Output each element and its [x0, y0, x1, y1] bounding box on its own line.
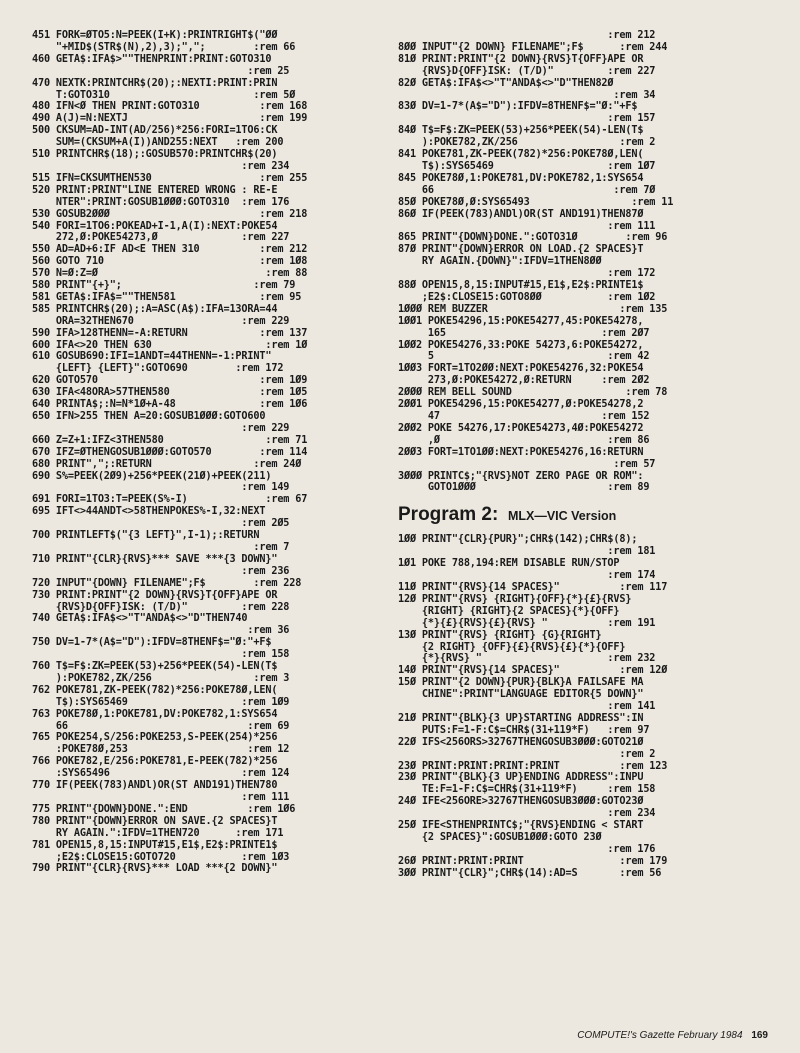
- code-statement: [32, 685, 392, 709]
- code-line: 66 :rem 69: [32, 720, 290, 732]
- code-statement: [398, 232, 758, 244]
- code-statement: [32, 863, 392, 875]
- code-line: :rem 158: [32, 649, 290, 661]
- code-statement: [32, 185, 392, 209]
- code-line: 520 PRINT:PRINT"LINE ENTERED WRONG : RE-E: [32, 184, 278, 196]
- code-line: 670 IFZ=ØTHENGOSUB1ØØØ:GOTO570 :rem 114: [32, 446, 308, 458]
- code-statement: [32, 471, 392, 495]
- code-line: 2ØØØ REM BELL SOUND :rem 78: [398, 387, 668, 399]
- code-statement: [32, 328, 392, 340]
- code-line: 1ØØ1 POKE54296,15:POKE54277,45:POKE54278,: [398, 315, 644, 327]
- code-line: 13Ø PRINT"{RVS} {RIGHT} {G}{RIGHT}: [398, 629, 602, 641]
- code-statement: [32, 780, 392, 804]
- code-statement: [398, 340, 758, 364]
- code-statement: [398, 630, 758, 666]
- code-line: :rem 234: [398, 808, 656, 820]
- code-line: GOTO1ØØØ :rem 89: [398, 482, 650, 494]
- code-line: 12Ø PRINT"{RVS} {RIGHT}{OFF}{*}{£}{RVS}: [398, 593, 632, 605]
- footer-issue: February 1984: [677, 1030, 743, 1041]
- code-line: 3ØØØ PRINTC$;"{RVS}NOT ZERO PAGE OR ROM":: [398, 470, 644, 482]
- code-line: :rem 36: [32, 625, 290, 637]
- code-statement: [398, 737, 758, 761]
- code-line: 750 DV=1-7*(A$="D"):IFDV=8THENF$="Ø:"+F$: [32, 637, 272, 649]
- code-line: 500 CKSUM=AD-INT(AD/256)*256:FORI=1TO6:CK: [32, 125, 278, 137]
- code-line: T$):SYS65469 :rem 1Ø9: [32, 696, 290, 708]
- code-line: {2 RIGHT} {OFF}{£}{RVS}{£}{*}{OFF}: [398, 641, 626, 653]
- program2-subtitle: MLX—VIC Version: [507, 509, 617, 524]
- code-line: {RVS}D{OFF}ISK: (T/D)" :rem 228: [32, 601, 290, 613]
- code-line: {LEFT} {LEFT}":GOTO690 :rem 172: [32, 363, 284, 375]
- code-statement: [398, 447, 758, 471]
- code-line: 680 PRINT",";:RETURN :rem 24Ø: [32, 458, 302, 470]
- code-line: 720 INPUT"{DOWN} FILENAME";F$ :rem 228: [32, 577, 302, 589]
- code-line: 1ØØ PRINT"{CLR}{PUR}";CHR$(142);CHR$(8);: [398, 534, 638, 546]
- code-line: :rem 57: [398, 458, 656, 470]
- program2-title: Program 2:: [398, 504, 499, 526]
- code-statement: [398, 677, 758, 713]
- code-line: 85Ø POKE78Ø,Ø:SYS65493 :rem 11: [398, 196, 674, 208]
- code-line: PUTS:F=1-F:C$=CHR$(31+119*F) :rem 97: [398, 724, 650, 736]
- code-line: 695 IFT<>44ANDT<>58THENPOKES%-I,32:NEXT: [32, 506, 266, 518]
- code-line: 25Ø IFE<STHENPRINTC$;"{RVS}ENDING < START: [398, 820, 644, 832]
- code-line: :SYS65496 :rem 124: [32, 768, 290, 780]
- code-line: T$):SYS65469 :rem 1Ø7: [398, 160, 656, 172]
- code-statement: [398, 125, 758, 149]
- code-line: 775 PRINT"{DOWN}DONE.":END :rem 1Ø6: [32, 803, 296, 815]
- code-line: 740 GETA$:IFA$<>"T"ANDA$<>"D"THEN740: [32, 613, 248, 625]
- code-line: :rem 172: [398, 268, 656, 280]
- code-line: 66 :rem 7Ø: [398, 184, 656, 196]
- code-statement: [398, 304, 758, 316]
- code-statement: [398, 244, 758, 280]
- code-line: :rem 236: [32, 565, 290, 577]
- code-line: :rem 229: [32, 422, 290, 434]
- code-line: 165 :rem 2Ø7: [398, 327, 650, 339]
- code-statement: [32, 494, 392, 506]
- code-statement: [398, 54, 758, 78]
- code-line: 710 PRINT"{CLR}{RVS}*** SAVE ***{3 DOWN}": [32, 553, 278, 565]
- code-statement: [32, 459, 392, 471]
- code-line: 22Ø IFS<256ORS>32767THENGOSUB3ØØØ:GOTO21Ø: [398, 736, 644, 748]
- code-statement: [32, 756, 392, 780]
- code-statement: [398, 856, 758, 868]
- code-line: 763 POKE78Ø,1:POKE781,DV:POKE782,1:SYS654: [32, 708, 278, 720]
- code-statement: [32, 113, 392, 125]
- code-line: RY AGAIN.{DOWN}":IFDV=1THEN8ØØ: [398, 256, 602, 268]
- code-line: {RIGHT} {RIGHT}{2 SPACES}{*}{OFF}: [398, 605, 620, 617]
- code-line: 781 OPEN15,8,15:INPUT#15,E1$,E2$:PRINTE1$: [32, 839, 278, 851]
- code-line: 82Ø GETA$:IFA$<>"T"ANDA$<>"D"THEN82Ø: [398, 77, 614, 89]
- code-line: 5 :rem 42: [398, 351, 650, 363]
- code-statement: [398, 197, 758, 209]
- code-line: :rem 2Ø5: [32, 518, 290, 530]
- code-statement: [32, 661, 392, 685]
- code-line: 515 IFN=CKSUMTHEN530 :rem 255: [32, 172, 308, 184]
- code-statement: [398, 173, 758, 197]
- code-statement: [32, 387, 392, 399]
- code-line: 660 Z=Z+1:IFZ<3THEN580 :rem 71: [32, 434, 308, 446]
- code-line: 691 FORI=1TO3:T=PEEK(S%-I) :rem 67: [32, 494, 308, 506]
- code-line: 88Ø OPEN15,8,15:INPUT#15,E1$,E2$:PRINTE1$: [398, 280, 644, 292]
- code-line: 470 NEXTK:PRINTCHR$(20);:NEXTI:PRINT:PRIN: [32, 77, 278, 89]
- code-statement: [32, 816, 392, 840]
- code-statement: [398, 316, 758, 340]
- footer-magazine: COMPUTE!'s Gazette: [577, 1030, 675, 1041]
- code-line: 570 N=Ø:Z=Ø :rem 88: [32, 268, 308, 280]
- code-line: 560 GOTO 710 :rem 1Ø8: [32, 256, 308, 268]
- code-statement: [398, 820, 758, 856]
- code-line: 23Ø PRINT"{BLK}{3 UP}ENDING ADDRESS":INPU: [398, 772, 644, 784]
- code-line: 590 IFA>128THENN=-A:RETURN :rem 137: [32, 327, 308, 339]
- code-line: {*}{RVS} " :rem 232: [398, 653, 656, 665]
- code-statement: [32, 613, 392, 637]
- code-line: 273,Ø:POKE54272,Ø:RETURN :rem 2Ø2: [398, 375, 650, 387]
- code-statement: [32, 375, 392, 387]
- code-line: 84Ø T$=F$:ZK=PEEK(53)+256*PEEK(54)-LEN(T$: [398, 125, 644, 137]
- code-line: :rem 181: [398, 546, 656, 558]
- code-line: 762 POKE781,ZK-PEEK(782)*256:POKE78Ø,LEN(: [32, 684, 278, 696]
- code-line: 8ØØ INPUT"{2 DOWN} FILENAME";F$ :rem 244: [398, 41, 668, 53]
- code-statement: [398, 280, 758, 304]
- code-line: 14Ø PRINT"{RVS}{14 SPACES}" :rem 12Ø: [398, 665, 668, 677]
- code-statement: [32, 840, 392, 864]
- code-statement: [32, 30, 392, 54]
- code-line: 760 T$=F$:ZK=PEEK(53)+256*PEEK(54)-LEN(T$: [32, 661, 278, 673]
- code-statement: [32, 304, 392, 328]
- code-line: CHINE":PRINT"LANGUAGE EDITOR{5 DOWN}": [398, 689, 644, 701]
- code-statement: [398, 423, 758, 447]
- code-statement: [398, 209, 758, 233]
- code-line: 770 IF(PEEK(783)ANDl)OR(ST AND191)THEN780: [32, 780, 278, 792]
- code-line: 690 S%=PEEK(2Ø9)+256*PEEK(21Ø)+PEEK(211): [32, 470, 272, 482]
- code-statement: [32, 732, 392, 756]
- code-statement: [32, 173, 392, 185]
- code-statement: [398, 665, 758, 677]
- code-line: 841 POKE781,ZK-PEEK(782)*256:POKE78Ø,LEN(: [398, 149, 644, 161]
- code-statement: [32, 530, 392, 554]
- code-statement: [398, 399, 758, 423]
- code-statement: [32, 709, 392, 733]
- code-line: {RVS}D{OFF}ISK: (T/D)" :rem 227: [398, 65, 656, 77]
- code-statement: [32, 221, 392, 245]
- code-line: 2ØØ1 POKE54296,15:POKE54277,Ø:POKE54278,2: [398, 399, 644, 411]
- code-line: 510 PRINTCHR$(18);:GOSUB570:PRINTCHR$(20): [32, 149, 278, 161]
- code-statement: [32, 244, 392, 256]
- code-line: 550 AD=AD+6:IF AD<E THEN 310 :rem 212: [32, 244, 308, 256]
- code-statement: [398, 149, 758, 173]
- code-line: 700 PRINTLEFT$("{3 LEFT}",I-1);:RETURN: [32, 530, 260, 542]
- code-line: 451 FORK=ØTO5:N=PEEK(I+K):PRINTRIGHT$("ØØ: [32, 30, 278, 41]
- code-line: 460 GETA$:IFA$>""THENPRINT:PRINT:GOTO310: [32, 53, 272, 65]
- code-line: :rem 212: [398, 30, 656, 41]
- code-statement: [398, 796, 758, 820]
- code-line: 11Ø PRINT"{RVS}{14 SPACES}" :rem 117: [398, 581, 668, 593]
- program1-continuation: [398, 30, 758, 494]
- code-statement: [398, 534, 758, 558]
- left-code-column: [32, 30, 392, 875]
- code-line: :rem 7: [32, 541, 290, 553]
- code-statement: [32, 101, 392, 113]
- code-line: 15Ø PRINT"{2 DOWN}{PUR}{BLK}A FAILSAFE MA: [398, 677, 644, 689]
- code-statement: [32, 399, 392, 411]
- code-line: 3ØØ PRINT"{CLR}";CHR$(14):AD=S :rem 56: [398, 867, 662, 879]
- code-line: "+MID$(STR$(N),2),3);","; :rem 66: [32, 41, 296, 53]
- code-line: :rem 157: [398, 113, 656, 125]
- code-statement: [398, 594, 758, 630]
- code-line: :POKE78Ø,253 :rem 12: [32, 744, 290, 756]
- code-line: 86Ø IF(PEEK(783)ANDl)OR(ST AND191)THEN87Ø: [398, 208, 644, 220]
- code-statement: [32, 149, 392, 173]
- code-line: 1Ø1 POKE 788,194:REM DISABLE RUN/STOP: [398, 558, 620, 570]
- page-footer: [577, 1030, 768, 1041]
- code-line: 1ØØ2 POKE54276,33:POKE 54273,6:POKE54272,: [398, 339, 644, 351]
- code-statement: [398, 101, 758, 125]
- code-line: 24Ø IFE<256ORE>32767THENGOSUB3ØØØ:GOTO23Ø: [398, 796, 644, 808]
- code-statement: [32, 292, 392, 304]
- code-line: :rem 149: [32, 482, 290, 494]
- code-statement: [32, 637, 392, 661]
- code-line: :rem 34: [398, 89, 656, 101]
- code-statement: [32, 554, 392, 578]
- code-line: 26Ø PRINT:PRINT:PRINT :rem 179: [398, 855, 668, 867]
- code-line: 790 PRINT"{CLR}{RVS}*** LOAD ***{2 DOWN}": [32, 863, 278, 875]
- code-line: ):POKE782,ZK/256 :rem 3: [32, 672, 290, 684]
- code-line: 530 GOSUB2ØØØ :rem 218: [32, 208, 308, 220]
- code-line: TE:F=1-F:C$=CHR$(31+119*F) :rem 158: [398, 784, 656, 796]
- code-statement: [398, 363, 758, 387]
- code-line: 83Ø DV=1-7*(A$="D"):IFDV=8THENF$="Ø:"+F$: [398, 101, 638, 113]
- code-statement: [32, 506, 392, 530]
- program2-listing: [398, 534, 758, 879]
- code-line: 490 A(J)=N:NEXTJ :rem 199: [32, 113, 308, 125]
- code-statement: [398, 761, 758, 773]
- code-statement: [32, 351, 392, 375]
- code-statement: [398, 30, 758, 42]
- code-line: ,Ø :rem 86: [398, 434, 650, 446]
- code-line: ;E2$:CLOSE15:GOTO8ØØ :rem 1Ø2: [398, 291, 656, 303]
- code-line: 845 POKE78Ø,1:POKE781,DV:POKE782,1:SYS654: [398, 172, 644, 184]
- code-line: 581 GETA$:IFA$=""THEN581 :rem 95: [32, 291, 302, 303]
- code-line: 2ØØ3 FORT=1TO1ØØ:NEXT:POKE54276,16:RETURN: [398, 446, 644, 458]
- code-line: 87Ø PRINT"{DOWN}ERROR ON LOAD.{2 SPACES}T: [398, 244, 644, 256]
- code-line: :rem 141: [398, 701, 656, 713]
- code-statement: [32, 54, 392, 78]
- code-statement: [398, 582, 758, 594]
- code-line: 81Ø PRINT:PRINT"{2 DOWN}{RVS}T{OFF}APE OR: [398, 53, 644, 65]
- code-statement: [398, 471, 758, 495]
- code-line: 620 GOTO570 :rem 1Ø9: [32, 375, 308, 387]
- code-line: 765 POKE254,S/256:POKE253,S-PEEK(254)*256: [32, 732, 278, 744]
- code-line: 600 IFA<>20 THEN 630 :rem 1Ø: [32, 339, 308, 351]
- code-statement: [398, 868, 758, 880]
- code-line: 21Ø PRINT"{BLK}{3 UP}STARTING ADDRESS":IN: [398, 712, 644, 724]
- code-line: 766 POKE782,E/256:POKE781,E-PEEK(782)*256: [32, 756, 278, 768]
- code-line: 47 :rem 152: [398, 411, 650, 422]
- code-statement: [32, 411, 392, 435]
- code-line: :rem 111: [32, 792, 290, 803]
- code-line: :rem 2: [398, 748, 656, 760]
- code-line: 865 PRINT"{DOWN}DONE.":GOTO31Ø :rem 96: [398, 232, 668, 244]
- code-statement: [398, 42, 758, 54]
- code-statement: [32, 268, 392, 280]
- code-line: SUM=(CKSUM+A(I))AND255:NEXT :rem 200: [32, 137, 284, 149]
- code-statement: [32, 340, 392, 352]
- code-line: ):POKE782,ZK/256 :rem 2: [398, 137, 656, 149]
- code-line: :rem 176: [398, 843, 656, 855]
- code-statement: [32, 590, 392, 614]
- code-line: 1ØØØ REM BUZZER :rem 135: [398, 303, 668, 315]
- code-statement: [32, 280, 392, 292]
- code-line: 610 GOSUB690:IFI=1ANDT=44THENN=-1:PRINT": [32, 351, 272, 363]
- code-statement: [32, 256, 392, 268]
- right-code-column: [398, 30, 758, 880]
- code-statement: [32, 804, 392, 816]
- code-line: 1ØØ3 FORT=1TO2ØØ:NEXT:POKE54276,32:POKE54: [398, 363, 644, 375]
- code-line: 630 IFA<48ORA>57THEN580 :rem 1Ø5: [32, 387, 308, 399]
- code-statement: [32, 125, 392, 149]
- code-line: 585 PRINTCHR$(20);:A=ASC(A$):IFA=13ORA=44: [32, 303, 278, 315]
- code-statement: [32, 447, 392, 459]
- code-statement: [398, 78, 758, 102]
- code-line: 272,Ø:POKE54273,Ø :rem 227: [32, 232, 290, 244]
- code-line: ;E2$:CLOSE15:GOTO720 :rem 1Ø3: [32, 851, 290, 863]
- code-statement: [32, 78, 392, 102]
- code-line: :rem 111: [398, 220, 656, 232]
- code-line: NTER":PRINT:GOSUB1ØØØ:GOTO310 :rem 176: [32, 196, 290, 208]
- program2-heading: [398, 504, 758, 526]
- code-statement: [398, 558, 758, 582]
- code-statement: [32, 435, 392, 447]
- code-line: 780 PRINT"{DOWN}ERROR ON SAVE.{2 SPACES}T: [32, 815, 278, 827]
- code-line: 580 PRINT"{+}"; :rem 79: [32, 280, 296, 292]
- code-statement: [398, 387, 758, 399]
- code-line: :rem 25: [32, 65, 290, 77]
- code-line: {*}{£}{RVS}{£}{RVS} " :rem 191: [398, 617, 656, 629]
- footer-page-number: 169: [751, 1030, 768, 1041]
- code-line: ORA=32THEN670 :rem 229: [32, 315, 290, 327]
- code-line: :rem 174: [398, 570, 656, 582]
- code-line: 540 FORI=1TO6:POKEAD+I-1,A(I):NEXT:POKE54: [32, 220, 278, 232]
- code-line: :rem 234: [32, 160, 290, 172]
- code-line: 640 PRINTA$;:N=N*1Ø+A-48 :rem 1Ø6: [32, 399, 308, 411]
- code-line: 2ØØ2 POKE 54276,17:POKE54273,4Ø:POKE54272: [398, 422, 644, 434]
- code-line: RY AGAIN.":IFDV=1THEN720 :rem 171: [32, 827, 284, 839]
- code-statement: [32, 209, 392, 221]
- code-line: 480 IFN<Ø THEN PRINT:GOTO310 :rem 168: [32, 101, 308, 113]
- code-statement: [32, 578, 392, 590]
- code-line: 650 IFN>255 THEN A=20:GOSUB1ØØØ:GOTO600: [32, 411, 266, 422]
- code-line: T:GOTO310 :rem 5Ø: [32, 89, 296, 101]
- code-line: 730 PRINT:PRINT"{2 DOWN}{RVS}T{OFF}APE OR: [32, 589, 278, 601]
- code-statement: [398, 713, 758, 737]
- code-line: {2 SPACES}":GOSUB1ØØØ:GOTO 23Ø: [398, 832, 602, 843]
- code-statement: [398, 772, 758, 796]
- code-line: 23Ø PRINT:PRINT:PRINT:PRINT :rem 123: [398, 760, 668, 772]
